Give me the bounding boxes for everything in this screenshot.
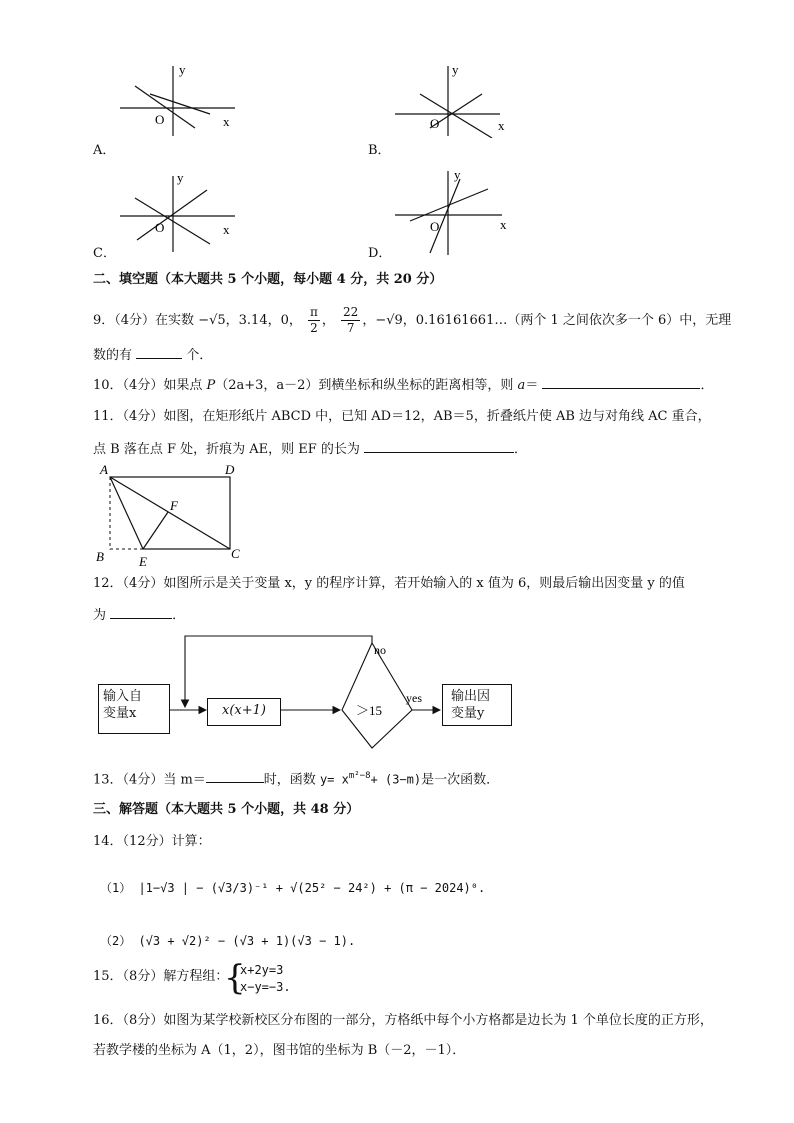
q9-item-1: −√5 bbox=[198, 313, 226, 328]
q13-func: y= x bbox=[319, 772, 349, 787]
q11-line2 bbox=[93, 438, 527, 460]
flow-yes-label: yes bbox=[406, 691, 422, 705]
y-axis-label: y bbox=[177, 170, 184, 185]
origin-label: O bbox=[430, 219, 440, 234]
q11-rectangle-figure bbox=[88, 460, 258, 570]
q9-comma: ， bbox=[321, 313, 335, 328]
q13-text-b: 时，函数 bbox=[263, 772, 316, 788]
q9-prefix: 9．（4分）在实数 bbox=[93, 313, 195, 328]
x-axis-label: x bbox=[223, 222, 230, 237]
flow-input-box bbox=[98, 684, 170, 734]
q13-text-a: 13．（4分）当 m＝ bbox=[93, 772, 206, 788]
flow-no-label: no bbox=[374, 643, 386, 657]
q9-line2-b: 个． bbox=[186, 348, 213, 363]
q10-var-a: a bbox=[517, 378, 526, 393]
option-a-graph bbox=[115, 58, 245, 138]
q15-eq2: x−y=−3 bbox=[240, 980, 284, 994]
q10-line bbox=[93, 374, 713, 396]
vertex-b: B bbox=[96, 549, 104, 564]
q12-line2 bbox=[93, 604, 185, 626]
q15-eq1: x+2y=3 bbox=[240, 963, 284, 977]
vertex-f: F bbox=[170, 498, 178, 513]
q9-line2 bbox=[93, 344, 212, 366]
q11-line2-b: ． bbox=[514, 442, 528, 457]
flow-input-line1: 输入自 bbox=[103, 689, 143, 704]
flow-input-line2: 变量x bbox=[103, 706, 137, 721]
x-axis-label: x bbox=[223, 114, 230, 129]
q13-line bbox=[93, 766, 499, 790]
q10-text-b: （2a+3，a－2）到横坐标和纵坐标的距离相等，则 bbox=[215, 378, 518, 393]
q13-text-c: 是一次函数． bbox=[421, 772, 500, 788]
q10-text-c: ＝ bbox=[525, 378, 539, 393]
vertex-e: E bbox=[139, 554, 147, 569]
q9-answer-blank[interactable] bbox=[136, 344, 182, 359]
origin-label: O bbox=[155, 112, 165, 127]
y-axis-label: y bbox=[452, 62, 459, 77]
q9-frac-22-7: $\frac{22}{7}$ bbox=[343, 305, 359, 335]
section-3-title: 三、解答题（本大题共 5 个小题，共 48 分） bbox=[93, 802, 360, 817]
option-d-label: D． bbox=[368, 246, 392, 261]
q14-part1: （1） |1−√3 | − (√3/3)⁻¹ + √(25² − 24²) + (π − 2024)⁰. bbox=[100, 881, 486, 895]
q16-line1: 16．（8分）如图为某学校新校区分布图的一部分，方格纸中每个小方格都是边长为 1 个单位长度的正方形， bbox=[93, 1013, 713, 1028]
vertex-d: D bbox=[225, 462, 235, 477]
option-c-label: C． bbox=[93, 246, 116, 261]
q9-frac-pi: $\frac{\pi}{2}$ bbox=[310, 305, 318, 335]
flow-output-line2: 变量y bbox=[451, 706, 485, 721]
x-axis-label: x bbox=[498, 118, 505, 133]
flow-condition: ＞15 bbox=[356, 703, 383, 718]
option-a-label: A． bbox=[93, 143, 116, 158]
q11-answer-blank[interactable] bbox=[364, 438, 514, 453]
q9-item-2: ，3.14，0， bbox=[225, 313, 302, 328]
section-2-title: 二、填空题（本大题共 5 个小题，每小题 4 分，共 20 分） bbox=[93, 272, 443, 287]
option-d-graph bbox=[390, 165, 520, 257]
q10-point-p: P bbox=[206, 378, 216, 393]
option-b-label: B． bbox=[368, 143, 391, 158]
origin-label: O bbox=[155, 220, 165, 235]
q9-item-rest: ，−√9，0.16161661…（两个 1 之间依次多一个 6）中，无理 bbox=[362, 313, 732, 328]
q12-line2-b: ． bbox=[172, 608, 186, 623]
q9-line2-a: 数的有 bbox=[93, 348, 133, 363]
q11-line1: 11．（4分）如图，在矩形纸片 ABCD 中，已知 AD＝12，AB＝5，折叠纸片使 AB 边与对角线 AC 重合， bbox=[93, 409, 711, 424]
y-axis-label: y bbox=[454, 167, 461, 182]
q15-brace-icon: { bbox=[224, 958, 246, 998]
q9-line1 bbox=[93, 305, 731, 336]
x-axis-label: x bbox=[500, 217, 507, 232]
q16-line2: 若教学楼的坐标为 A（1，2），图书馆的坐标为 B（－2，－1）． bbox=[93, 1043, 466, 1058]
q12-answer-blank[interactable] bbox=[110, 604, 172, 619]
q14-title: 14．（12分）计算： bbox=[93, 834, 211, 849]
q15-line bbox=[93, 967, 228, 987]
q14-part2: （2） (√3 + √2)² − (√3 + 1)(√3 − 1). bbox=[100, 934, 356, 948]
q10-text-d: ． bbox=[700, 378, 714, 393]
q12-line2-a: 为 bbox=[93, 608, 107, 623]
q13-exponent: m²−8 bbox=[348, 771, 371, 781]
q10-answer-blank[interactable] bbox=[542, 374, 700, 389]
q10-text-a: 10．（4分）如果点 bbox=[93, 378, 207, 393]
flow-output-line1: 输出因 bbox=[451, 689, 491, 704]
q11-line2-a: 点 B 落在点 F 处，折痕为 AE，则 EF 的长为 bbox=[93, 442, 360, 457]
y-axis-label: y bbox=[179, 62, 186, 77]
q15-end: . bbox=[283, 980, 291, 994]
flow-output-box bbox=[442, 684, 512, 726]
vertex-a: A bbox=[100, 462, 108, 477]
flow-process-label: x(x+1) bbox=[222, 703, 266, 718]
option-c-graph bbox=[115, 168, 245, 253]
option-b-graph bbox=[390, 58, 520, 138]
flow-process-box bbox=[207, 698, 281, 726]
vertex-c: C bbox=[231, 546, 240, 561]
q12-line1: 12．（4分）如图所示是关于变量 x，y 的程序计算，若开始输入的 x 值为 6，则最后输出因变量 y 的值 bbox=[93, 576, 685, 591]
q15-text: 15．（8分）解方程组： bbox=[93, 969, 229, 984]
origin-label: O bbox=[430, 116, 440, 131]
q13-func-b: + (3−m) bbox=[370, 772, 422, 787]
q15-equations bbox=[240, 962, 291, 996]
q13-answer-blank[interactable] bbox=[206, 768, 264, 783]
